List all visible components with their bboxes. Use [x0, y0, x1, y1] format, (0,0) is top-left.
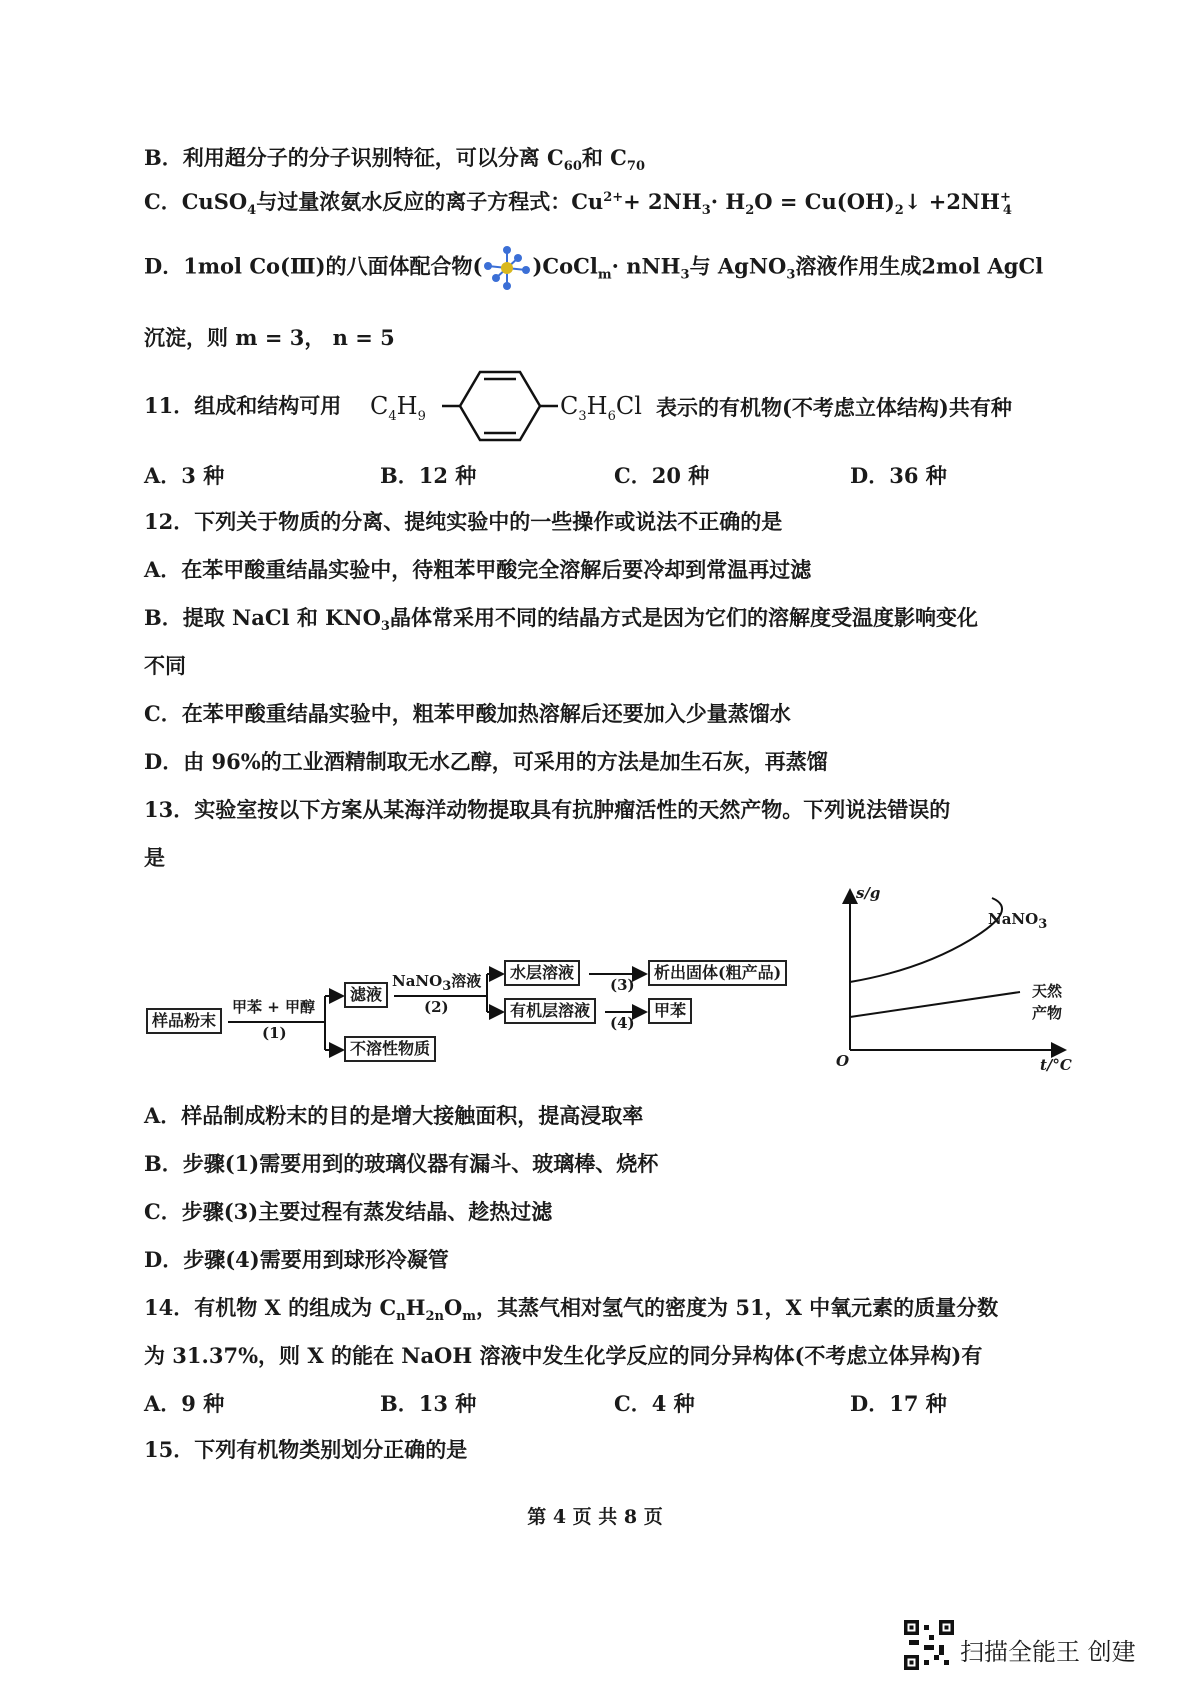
- q13-option-b: B．步骤(1)需要用到的玻璃仪器有漏斗、玻璃棒、烧杯: [144, 1151, 659, 1176]
- flow-sample-powder: 样品粉末: [146, 1008, 222, 1034]
- qr-code-icon: [904, 1620, 954, 1670]
- page-footer: 第 4 页 共 8 页: [527, 1506, 663, 1528]
- q12-option-a: A．在苯甲酸重结晶实验中，待粗苯甲酸完全溶解后要冷却到常温再过滤: [144, 557, 812, 582]
- q10-option-b: B．利用超分子的分子识别特征，可以分离 $C_{60}$和 $C_{70}$: [144, 145, 645, 175]
- graph-nano3-label: NaNO$_3$: [988, 910, 1048, 932]
- q12-option-c: C．在苯甲酸重结晶实验中，粗苯甲酸加热溶解后还要加入少量蒸馏水: [144, 701, 791, 726]
- q13-option-d: D．步骤(4)需要用到球形冷凝管: [144, 1247, 449, 1272]
- q13-option-a: A．样品制成粉末的目的是增大接触面积，提高浸取率: [144, 1103, 644, 1128]
- flow-step1-label: (1): [262, 1024, 287, 1042]
- flow-step2-label: (2): [424, 998, 449, 1016]
- q11-option-b: B．12 种: [380, 463, 477, 488]
- q11-left-group: $C_4H_9$: [370, 392, 426, 424]
- q14-option-a: A．9 种: [144, 1391, 225, 1416]
- q12-option-b: B．提取 NaCl 和 $KNO_3$晶体常采用不同的结晶方式是因为它们的溶解度受温度影响变化: [144, 605, 978, 635]
- graph-natural-product-label: 天然 产物: [1032, 982, 1063, 1022]
- q13-option-c: C．步骤(3)主要过程有蒸发结晶、趁热过滤: [144, 1199, 553, 1224]
- flow-filtrate: 滤液: [344, 982, 388, 1008]
- q14-option-b: B．13 种: [380, 1391, 477, 1416]
- flow-reagent-label: NaNO$_3$溶液: [392, 972, 482, 994]
- q14-stem: 14．有机物 X 的组成为 $C_nH_{2n}O_m$，其蒸气相对氢气的密度为 51，X 中氧元素的质量分数: [144, 1295, 999, 1325]
- q14-option-d: D．17 种: [850, 1391, 947, 1416]
- q14-option-c: C．4 种: [614, 1391, 695, 1416]
- q11-stem: 11．组成和结构可用: [144, 393, 342, 418]
- q10-option-d-continued: 沉淀，则 m = 3， n = 5: [144, 325, 395, 350]
- q13-stem: 13．实验室按以下方案从某海洋动物提取具有抗肿瘤活性的天然产物。下列说法错误的: [144, 797, 951, 822]
- q10-option-c: C．CuSO$_4$与过量浓氨水反应的离子方程式：$Cu^{2+}+ 2NH_3\cdot H_2O$ = $Cu(OH)_2↓ +2NH^+_4$: [144, 189, 1012, 219]
- flow-organic-layer: 有机层溶液: [504, 998, 596, 1024]
- natural-product-curve: [850, 992, 1020, 1017]
- graph-y-label: s/g: [856, 884, 881, 902]
- q11-option-c: C．20 种: [614, 463, 710, 488]
- q11-option-d: D．36 种: [850, 463, 947, 488]
- q11-stem-end: 表示的有机物(不考虑立体结构)共有种: [656, 395, 1012, 420]
- q14-stem-continued: 为 31.37%，则 X 的能在 NaOH 溶液中发生化学反应的同分异构体(不考虑立体异构)有: [144, 1343, 983, 1368]
- graph-origin-label: O: [836, 1052, 850, 1070]
- q11-option-a: A．3 种: [144, 463, 225, 488]
- q10-option-d: D．1mol Co(Ⅲ)的八面体配合物( )CoCl$_m$· nNH$_3$与 AgNO$_3$溶液作用生成2mol AgCl: [144, 246, 1043, 290]
- q12-option-d: D．由 96%的工业酒精制取无水乙醇，可采用的方法是加生石灰，再蒸馏: [144, 749, 828, 774]
- q12-option-b-continued: 不同: [144, 653, 186, 678]
- q13-stem-continued: 是: [144, 845, 165, 870]
- scanner-watermark: 扫描全能王 创建: [960, 1638, 1136, 1666]
- q15-stem: 15．下列有机物类别划分正确的是: [144, 1437, 468, 1462]
- flow-aqueous-layer: 水层溶液: [504, 960, 580, 986]
- flow-crude-solid: 析出固体(粗产品): [648, 960, 787, 986]
- flow-solvent-label: 甲苯 + 甲醇: [232, 998, 316, 1016]
- flow-insoluble: 不溶性物质: [344, 1036, 436, 1062]
- flow-step4-label: (4): [610, 1014, 635, 1032]
- graph-x-label: t/°C: [1040, 1056, 1072, 1074]
- q11-right-group: $C_3H_6Cl$: [560, 392, 642, 424]
- flow-step3-label: (3): [610, 976, 635, 994]
- flow-toluene: 甲苯: [648, 998, 692, 1024]
- q12-stem: 12．下列关于物质的分离、提纯实验中的一些操作或说法不正确的是: [144, 509, 783, 534]
- nano3-curve: [850, 898, 1002, 982]
